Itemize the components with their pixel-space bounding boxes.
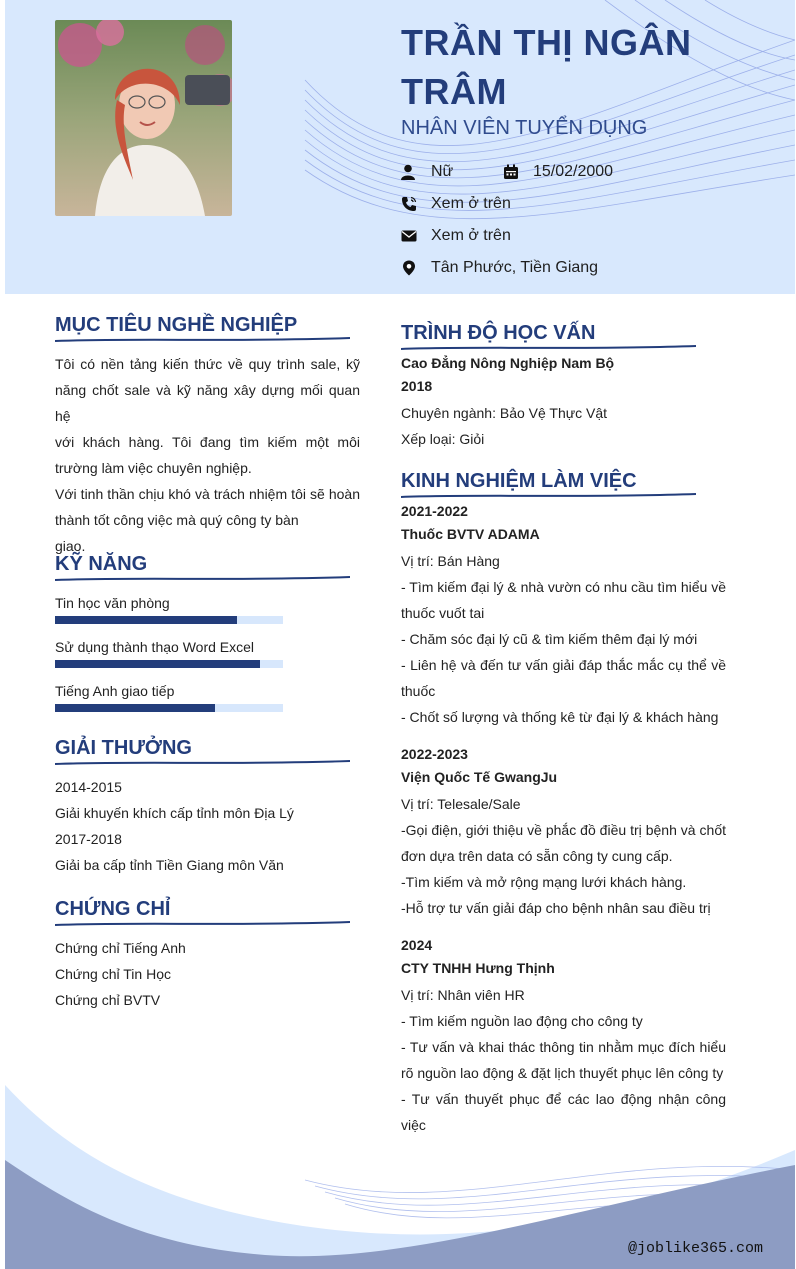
objective-line: với khách hàng. Tôi đang tìm kiếm một môi: [55, 434, 360, 450]
user-icon: [401, 164, 417, 180]
job-line: thuốc: [401, 683, 436, 699]
job-line: việc: [401, 1117, 426, 1133]
certificate-line: Chứng chỉ Tiếng Anh: [55, 940, 186, 956]
name-line-2: TRÂM: [401, 71, 507, 112]
award-line: 2017-2018: [55, 831, 122, 847]
skill-label: Tin học văn phòng: [55, 595, 170, 611]
school-name: Cao Đẳng Nông Nghiệp Nam Bộ: [401, 355, 615, 371]
birthday-value: 15/02/2000: [533, 163, 614, 180]
envelope-icon: [401, 228, 417, 244]
objective-title: MỤC TIÊU NGHỀ NGHIỆP: [55, 314, 298, 336]
footer-waves: [5, 1060, 795, 1269]
phone-value: Xem ở trên: [431, 195, 511, 212]
rank: Xếp loại: Giỏi: [401, 431, 485, 447]
education-underline: [401, 344, 696, 352]
job-line: thuốc vuốt tai: [401, 605, 485, 621]
birthday-row: [503, 161, 613, 183]
calendar-icon: [503, 164, 519, 180]
job-title: NHÂN VIÊN TUYỂN DỤNG: [401, 117, 648, 139]
objective-line: Tôi có nền tảng kiến thức về quy trình sale, kỹ: [55, 356, 360, 372]
job-line: - Liên hệ và đến tư vấn giải đáp thắc mắc cụ thể về: [401, 657, 726, 673]
certificates-title: CHỨNG CHỈ: [55, 898, 171, 920]
profile-photo: [55, 20, 232, 216]
header: [5, 0, 795, 294]
phone-row: [401, 193, 511, 215]
experience-underline: [401, 492, 696, 500]
job-header: [401, 743, 726, 789]
candidate-name: [401, 18, 741, 116]
skill-label: Tiếng Anh giao tiếp: [55, 683, 175, 699]
job-line: - Chốt số lượng và thống kê từ đại lý & khách hàng: [401, 709, 719, 725]
objective-line: giao.: [55, 538, 86, 554]
cv-page: [5, 0, 795, 1269]
education-title: TRÌNH ĐỘ HỌC VẤN: [401, 322, 596, 344]
job-line: đơn dựa trên data có sẵn công ty cung cấp.: [401, 848, 673, 864]
major: Chuyên ngành: Bảo Vệ Thực Vật: [401, 405, 608, 421]
objective-text: [55, 351, 360, 559]
objective-underline: [55, 336, 350, 344]
job-line: - Tư vấn và khai thác thông tin nhằm mục đích hiểu: [401, 1039, 726, 1055]
email-row: [401, 225, 511, 247]
job-period: 2021-2022: [401, 503, 468, 519]
job-description: [401, 548, 726, 730]
job-header: [401, 500, 726, 546]
address-value: Tân Phước, Tiền Giang: [431, 259, 599, 276]
experience-title: KINH NGHIỆM LÀM VIỆC: [401, 470, 637, 492]
skills-title: KỸ NĂNG: [55, 553, 148, 575]
skill-bar: [55, 616, 283, 624]
certificate-line: Chứng chỉ BVTV: [55, 992, 161, 1008]
job-line: -Tìm kiếm và mở rộng mạng lưới khách hàng.: [401, 874, 687, 890]
job-line: - Tìm kiếm đại lý & nhà vườn có nhu cầu tìm hiểu về: [401, 579, 726, 595]
job-period: 2022-2023: [401, 746, 468, 762]
awards-underline: [55, 759, 350, 767]
name-line-1: TRẦN THỊ NGÂN: [401, 22, 692, 63]
award-line: Giải khuyến khích cấp tỉnh môn Địa Lý: [55, 805, 294, 821]
location-pin-icon: [401, 260, 417, 276]
objective-line: trường làm việc chuyên nghiệp.: [55, 460, 252, 476]
job-company: Viện Quốc Tế GwangJu: [401, 769, 558, 785]
email-value: Xem ở trên: [431, 227, 511, 244]
certificates-list: [55, 935, 360, 1013]
job-line: rõ nguồn lao động & đặt lịch thuyết phục lên công ty: [401, 1065, 724, 1081]
education-school: [401, 352, 726, 398]
job-line: -Gọi điện, giới thiệu về phắc đồ điều trị bệnh và chốt: [401, 822, 726, 838]
skill-bar-fill: [55, 616, 237, 624]
certificates-underline: [55, 920, 350, 928]
award-line: Giải ba cấp tỉnh Tiền Giang môn Văn: [55, 857, 284, 873]
gender-row: [401, 161, 453, 183]
job-line: -Hỗ trợ tư vấn giải đáp cho bệnh nhân sau điều trị: [401, 900, 711, 916]
job-description: [401, 791, 726, 921]
graduation-year: 2018: [401, 378, 433, 394]
awards-list: [55, 774, 360, 878]
job-line: - Chăm sóc đại lý cũ & tìm kiếm thêm đại lý mới: [401, 631, 698, 647]
job-header: [401, 934, 726, 980]
phone-icon: [401, 196, 417, 212]
skill-label: Sử dụng thành thạo Word Excel: [55, 639, 255, 655]
skill-bar-fill: [55, 660, 260, 668]
award-line: 2014-2015: [55, 779, 122, 795]
skill-bar: [55, 660, 283, 668]
education-details: [401, 400, 726, 452]
job-line: - Tư vấn thuyết phục để các lao động nhận công: [401, 1091, 726, 1107]
job-period: 2024: [401, 937, 433, 953]
certificate-line: Chứng chỉ Tin Học: [55, 966, 171, 982]
skill-bar-fill: [55, 704, 215, 712]
job-position: Vị trí: Nhân viên HR: [401, 987, 525, 1003]
job-position: Vị trí: Bán Hàng: [401, 553, 500, 569]
skills-underline: [55, 575, 350, 583]
address-row: [401, 257, 598, 279]
objective-line: Với tinh thần chịu khó và trách nhiệm tôi sẽ hoàn: [55, 486, 360, 502]
objective-line: năng chốt sale và kỹ năng xây dựng mối quan hệ: [55, 382, 360, 424]
website-watermark: @joblike365.com: [627, 1240, 763, 1257]
job-line: - Tìm kiếm nguồn lao động cho công ty: [401, 1013, 643, 1029]
awards-title: GIẢI THƯỞNG: [55, 737, 192, 759]
job-company: CTY TNHH Hưng Thịnh: [401, 960, 555, 976]
skill-bar: [55, 704, 283, 712]
gender-value: Nữ: [431, 163, 454, 180]
objective-line: thành tốt công việc mà quý công ty bàn: [55, 512, 299, 528]
job-position: Vị trí: Telesale/Sale: [401, 796, 521, 812]
job-company: Thuốc BVTV ADAMA: [401, 526, 540, 542]
